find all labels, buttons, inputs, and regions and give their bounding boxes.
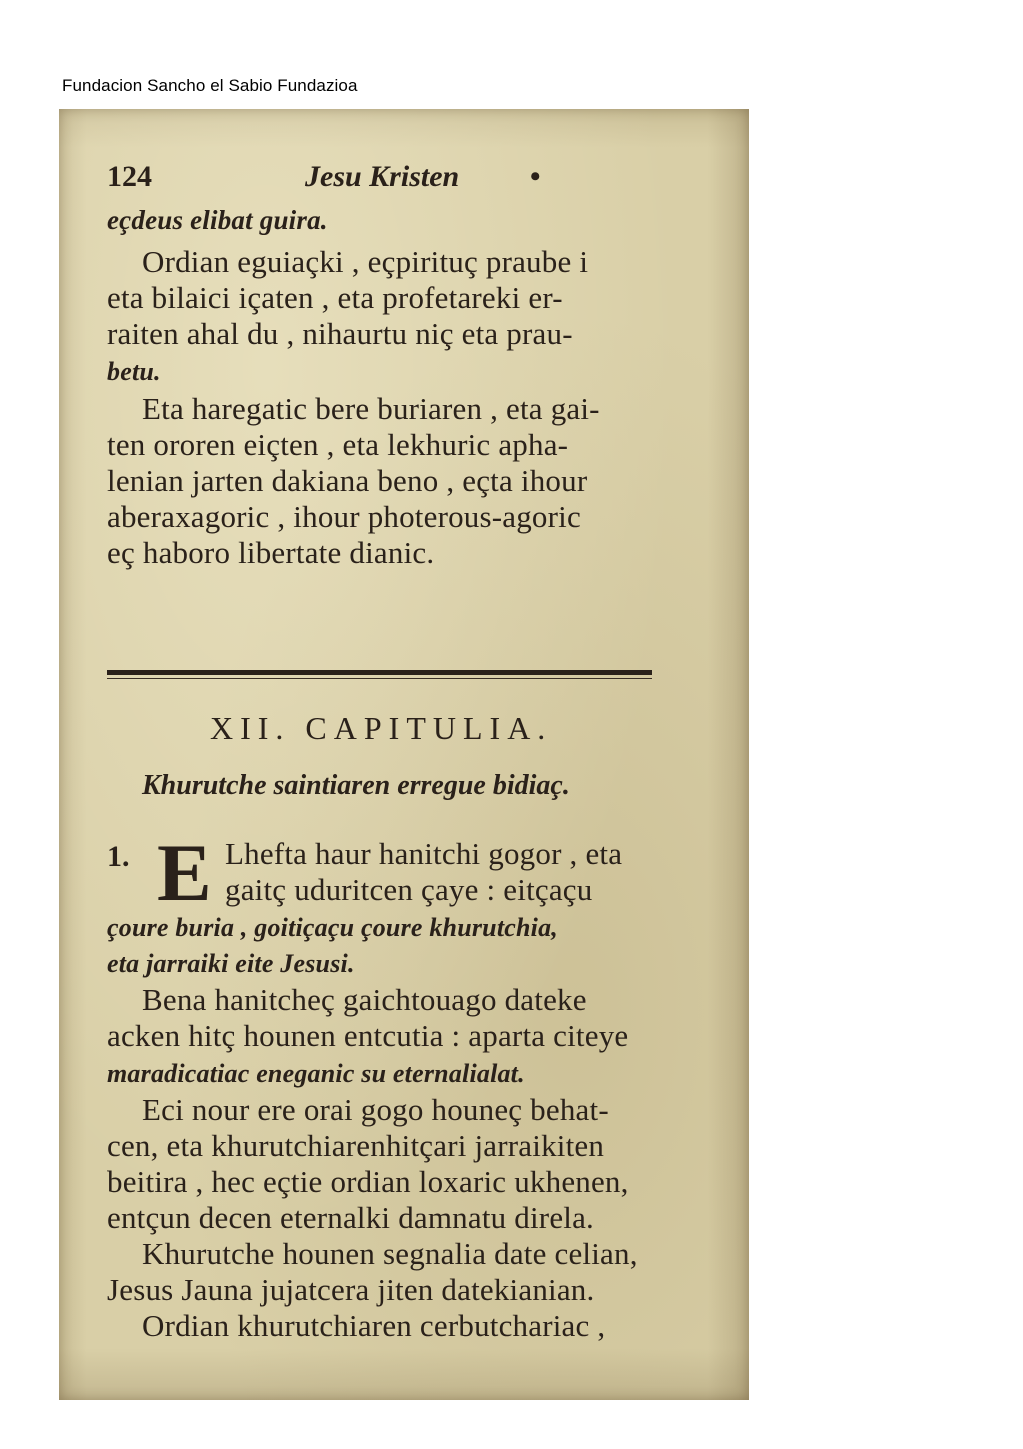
chapter-subtitle: Khurutche saintiaren erregue bidiaç. <box>142 770 570 801</box>
text-line: Khurutche hounen segnalia date celian, <box>142 1236 638 1271</box>
text-line: Bena hanitcheç gaichtouago dateke <box>142 982 587 1017</box>
text-line: lenian jarten dakiana beno , eçta ihour <box>107 463 588 498</box>
running-title: Jesu Kristen <box>305 160 460 193</box>
text-line: Lhefta haur hanitchi gogor , eta <box>225 836 623 871</box>
text-line: maradicatiac eneganic su eternalialat. <box>107 1059 525 1088</box>
page-number: 124 <box>107 160 152 193</box>
text-line: Jesus Jauna jujatcera jiten datekianian. <box>107 1272 595 1307</box>
text-line: Ordian eguiaçki , eçpirituç praube i <box>142 244 589 279</box>
text-line: cen, eta khurutchiarenhitçari jarraikiten <box>107 1128 605 1163</box>
text-line: betu. <box>107 357 161 386</box>
text-line: ten ororen eiçten , eta lekhuric apha- <box>107 427 569 462</box>
running-head <box>107 160 667 200</box>
section-rule-thin <box>107 678 652 679</box>
text-line: gaitç uduritcen çaye : eitçaçu <box>225 872 593 907</box>
text-line: raiten ahal du , nihaurtu niç eta prau- <box>107 316 573 351</box>
text-line: Eci nour ere orai gogo houneç behat- <box>142 1092 609 1127</box>
text-line: çoure buria , goitiçaçu çoure khurutchia, <box>107 913 558 942</box>
text-line: Ordian khurutchiaren cerbutchariac , <box>142 1308 606 1343</box>
text-line: aberaxagoric , ihour photerous-agoric <box>107 499 581 534</box>
text-line: eçdeus elibat guira. <box>107 205 328 235</box>
text-line: eta bilaici içaten , eta profetareki er- <box>107 280 563 315</box>
text-line: entçun decen eternalki damnatu direla. <box>107 1200 595 1235</box>
text-line: eta jarraiki eite Jesusi. <box>107 949 355 978</box>
source-header: Fundacion Sancho el Sabio Fundazioa <box>62 76 358 95</box>
text-line: Eta haregatic bere buriaren , eta gai- <box>142 391 600 426</box>
section-rule <box>107 670 652 675</box>
page-text-block <box>107 160 727 1343</box>
text-line: acken hitç hounen entcutia : aparta citeye <box>107 1018 629 1053</box>
drop-cap: E <box>157 827 212 918</box>
text-line: eç haboro libertate dianic. <box>107 535 435 570</box>
text-line: beitira , hec eçtie ordian loxaric ukhenen, <box>107 1164 629 1199</box>
paragraph-number: 1. <box>107 840 130 873</box>
chapter-title: XII. CAPITULIA. <box>210 710 553 746</box>
running-mark: • <box>530 160 541 193</box>
